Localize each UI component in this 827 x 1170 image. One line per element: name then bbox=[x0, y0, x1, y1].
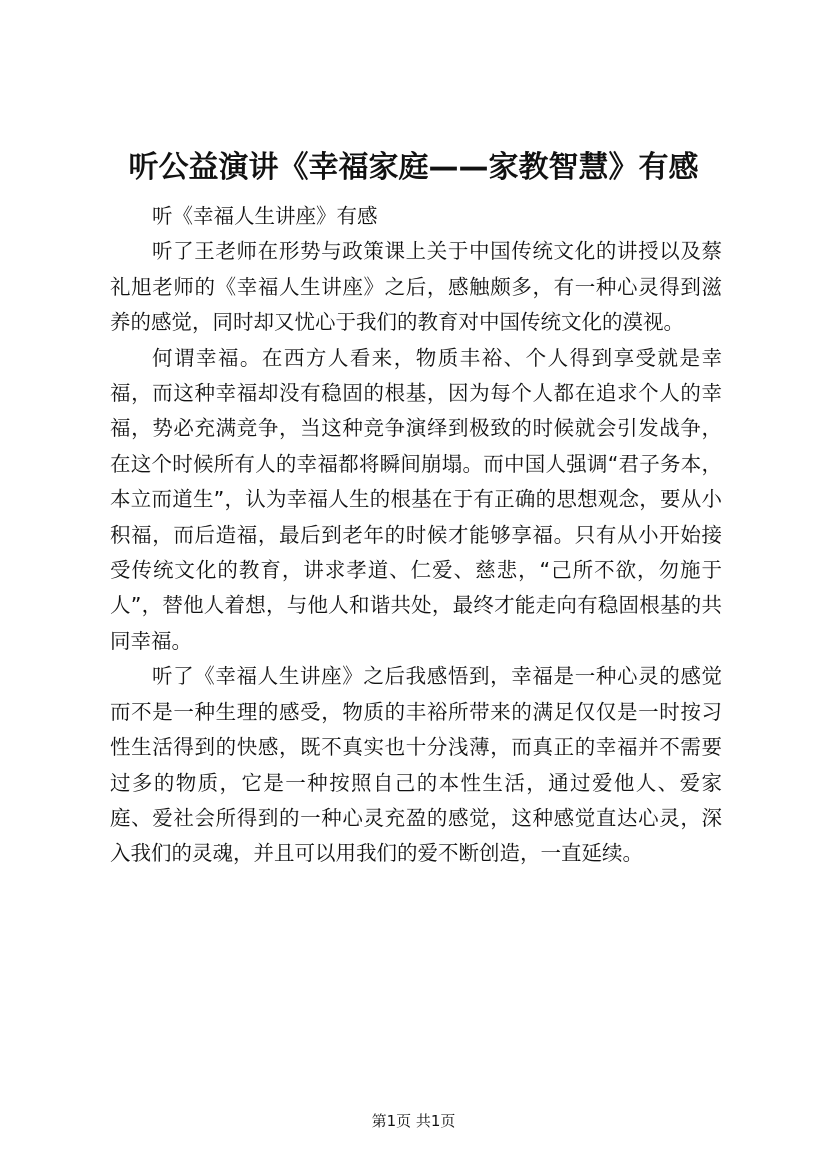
document-subtitle: 听《幸福人生讲座》有感 bbox=[152, 204, 378, 228]
document-title: 听公益演讲《幸福家庭——家教智慧》有感 bbox=[128, 150, 699, 185]
document-body bbox=[110, 199, 722, 872]
paragraph: 听了《幸福人生讲座》之后我感悟到，幸福是一种心灵的感觉而不是一种生理的感受，物质的丰裕所带来的满足仅仅是一时按习性生活得到的快感，既不真实也十分浅薄，而真正的幸福并不需要过多的物质，它是一种按照自己的本性生活，通过爱他人、爱家庭、爱社会所得到的一种心灵充盈的感觉，这种感觉直达心灵，深入我们的灵魂，并且可以用我们的爱不断创造，一直延续。 bbox=[110, 664, 722, 866]
paragraph: 听了王老师在形势与政策课上关于中国传统文化的讲授以及蔡礼旭老师的《幸福人生讲座》之后，感触颇多，有一种心灵得到滋养的感觉，同时却又忧心于我们的教育对中国传统文化的漠视。 bbox=[110, 239, 722, 335]
page-footer: 第1页 共1页 bbox=[371, 1112, 456, 1130]
paragraph: 何谓幸福。在西方人看来，物质丰裕、个人得到享受就是幸福，而这种幸福却没有稳固的根基，因为每个人都在追求个人的幸福，势必充满竞争，当这种竞争演绎到极致的时候就会引发战争，在这个时候所有人的幸福都将瞬间崩塌。而中国人强调“君子务本，本立而道生”，认为幸福人生的根基在于有正确的思想观念，要从小积福，而后造福，最后到老年的时候才能够享福。只有从小开始接受传统文化的教育，讲求孝道、仁爱、慈悲，“己所不欲，勿施于人”，替他人着想，与他人和谐共处，最终才能走向有稳固根基的共同幸福。 bbox=[110, 345, 722, 653]
